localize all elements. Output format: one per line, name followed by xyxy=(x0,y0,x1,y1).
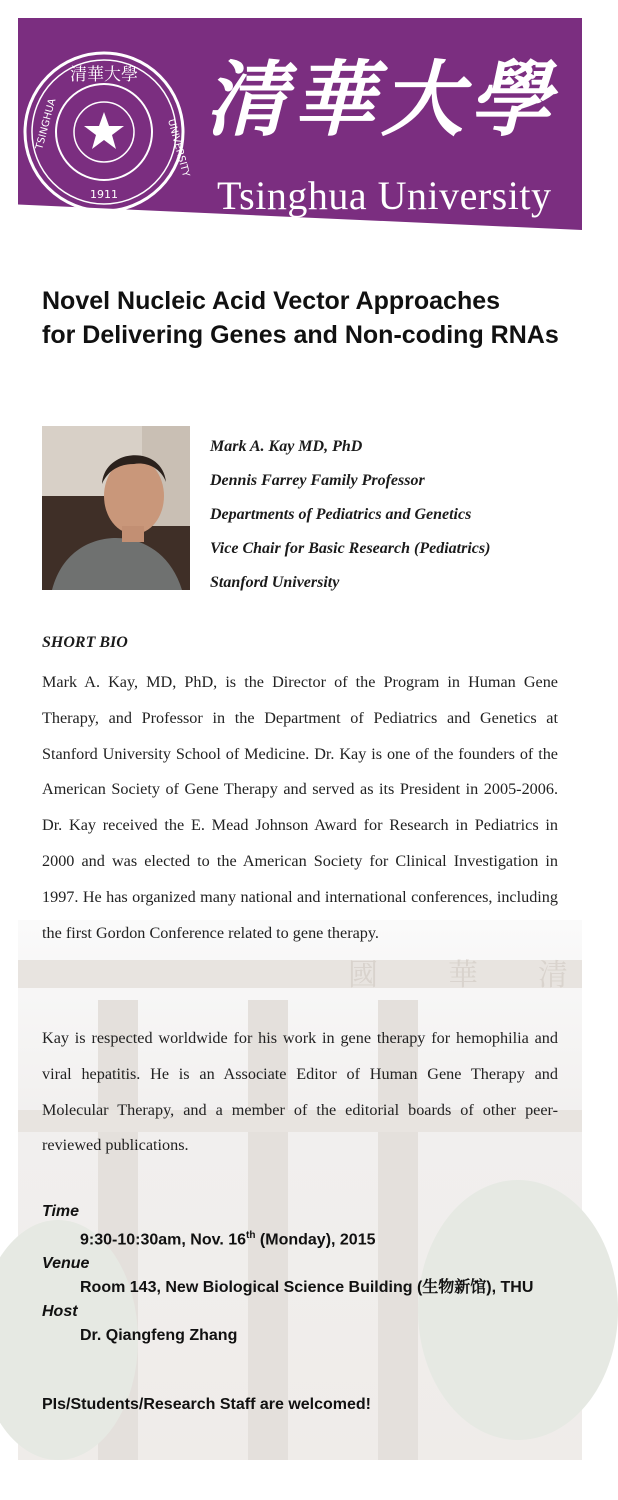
talk-title xyxy=(42,284,572,352)
seal-top-text: 清華大學 xyxy=(70,65,138,85)
time-value-day: (Monday), 2015 xyxy=(255,1231,376,1249)
bio-paragraph-2: Kay is respected worldwide for his work in gene therapy for hemophilia and viral hepatitis. He is an Associate Editor of Human Gene Therapy and Molecular Therapy, and a member of the editorial boards of other peer-reviewed publications. xyxy=(42,1029,558,1155)
speaker-institution: Stanford University xyxy=(210,574,340,591)
venue-value: Room 143, New Biological Science Building (生物新馆), THU xyxy=(80,1279,534,1297)
speaker-photo xyxy=(42,426,190,590)
venue-label: Venue xyxy=(42,1255,90,1273)
bio-heading: SHORT BIO xyxy=(42,634,128,651)
host-value: Dr. Qiangfeng Zhang xyxy=(80,1327,238,1345)
bio-paragraph-1: Mark A. Kay, MD, PhD, is the Director of the Program in Human Gene Therapy, and Professor in the Department of Pediatrics and Genetics at Stanford University School of Medicine. Dr. Kay is one of the founders of the American Society of Gene Therapy and served as its President in 2005-2006. Dr. Kay received the E. Mead Johnson Award for Research in Pediatrics in 2000 and was elected to the American Society for Clinical Investigation in 1997. He has organized many national and international conferences, including the first Gordon Conference related to gene therapy. xyxy=(42,673,558,942)
speaker-role: Vice Chair for Basic Research (Pediatrics) xyxy=(210,540,491,557)
event-details xyxy=(42,1200,533,1348)
time-label: Time xyxy=(42,1203,80,1220)
seal-year: 1911 xyxy=(90,188,118,201)
time-value-suffix: th xyxy=(246,1230,256,1241)
talk-title-line-2: for Delivering Genes and Non-coding RNAs xyxy=(42,321,559,349)
host-label: Host xyxy=(42,1303,78,1321)
speaker-department: Departments of Pediatrics and Genetics xyxy=(210,506,472,523)
speaker-info xyxy=(210,430,490,600)
time-value xyxy=(42,1224,533,1252)
speaker-name: Mark A. Kay MD, PhD xyxy=(210,438,363,455)
talk-title-line-1: Novel Nucleic Acid Vector Approaches xyxy=(42,287,501,315)
welcome-note: PIs/Students/Research Staff are welcomed! xyxy=(42,1396,371,1413)
tsinghua-seal-logo xyxy=(22,50,192,214)
speaker-position: Dennis Farrey Family Professor xyxy=(210,472,425,489)
university-name-english: Tsinghua University xyxy=(217,173,552,218)
university-name-chinese: 清華大學 xyxy=(205,52,557,148)
seal-right-text: UNIVERSITY xyxy=(165,117,192,179)
time-value-date: 9:30-10:30am, Nov. 16 xyxy=(80,1231,247,1249)
seal-left-text: TSINGHUA xyxy=(34,97,59,151)
background-gate-photo: 國 華 清 xyxy=(18,920,582,1460)
